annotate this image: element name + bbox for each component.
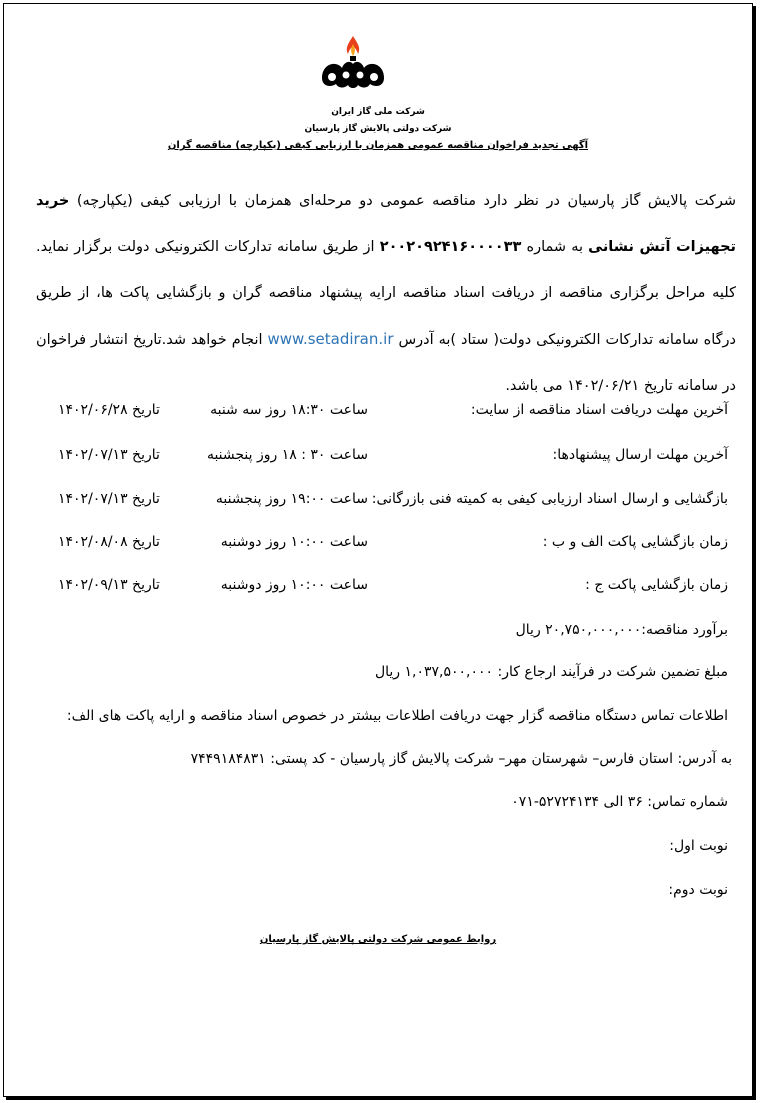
schedule-row xyxy=(34,491,728,515)
schedule-row xyxy=(34,447,728,471)
schedule-time: ساعت ۱۰:۰۰ روز دوشنبه xyxy=(220,577,368,593)
schedule-label: آخرین مهلت دریافت اسناد مناقصه از سایت: xyxy=(470,402,728,418)
tender-subject: خرید تجهیزات آتش نشانی xyxy=(36,193,736,255)
subsidiary-name: شرکت دولتی پالایش گاز پارسیان xyxy=(304,124,452,134)
address: به آدرس: استان فارس– شهرستان مهر– شرکت پالایش گاز پارسیان - کد پستی: ۷۴۴۹۱۸۴۸۳۱ xyxy=(190,751,732,767)
intro-text-2: به شماره xyxy=(521,239,589,255)
intro-paragraph xyxy=(36,178,736,409)
website-link[interactable]: www.setadiran.ir xyxy=(267,330,394,348)
schedule-row xyxy=(34,534,728,558)
schedule-date: تاریخ ۱۴۰۲/۰۷/۱۳ xyxy=(58,491,160,507)
schedule-time: ساعت ۳۰ : ۱۸ روز پنجشنبه xyxy=(206,447,368,463)
document-frame xyxy=(3,3,753,1097)
tender-estimate: برآورد مناقصه:۲۰,۷۵۰,۰۰۰,۰۰۰ ریال xyxy=(515,622,728,638)
first-round: نوبت اول: xyxy=(669,838,728,854)
schedule-date: تاریخ ۱۴۰۲/۰۶/۲۸ xyxy=(58,402,160,418)
tender-number: ۲۰۰۲۰۹۲۴۱۶۰۰۰۰۳۳ xyxy=(379,239,522,255)
company-name: شرکت ملی گاز ایران xyxy=(331,107,425,117)
nigc-logo-icon xyxy=(318,34,388,90)
schedule-date: تاریخ ۱۴۰۲/۰۷/۱۳ xyxy=(58,447,160,463)
schedule-date: تاریخ ۱۴۰۲/۰۹/۱۳ xyxy=(58,577,160,593)
schedule-date: تاریخ ۱۴۰۲/۰۸/۰۸ xyxy=(58,534,160,550)
schedule-row xyxy=(34,577,728,601)
intro-text-1: شرکت پالایش گاز پارسیان در نظر دارد مناقصه عمومی دو مرحله‌ای همزمان با ارزیابی کیفی (یکپارچه) xyxy=(69,193,736,209)
schedule-label: زمان بازگشایی پاکت ج : xyxy=(585,577,728,593)
guarantee-amount: مبلغ تضمین شرکت در فرآیند ارجاع کار: ۱,۰۳۷,۵۰۰,۰۰۰ ریال xyxy=(374,664,728,680)
schedule-time: ساعت ۱۸:۳۰ روز سه شنبه xyxy=(210,402,368,418)
announcement-title: آگهی تجدید فراخوان مناقصه عمومی همزمان با ارزیابی کیفی (یکپارچه) مناقصه گران xyxy=(167,140,589,151)
intro-text-4: انجام خواهد شد.تاریخ انتشار فراخوان در سامانه تاریخ ۱۴۰۲/۰۶/۲۱ می باشد. xyxy=(36,332,736,394)
schedule-label: آخرین مهلت ارسال پیشنهادها: xyxy=(552,447,728,463)
contact-intro: اطلاعات تماس دستگاه مناقصه گزار جهت دریافت اطلاعات بیشتر در خصوص اسناد مناقصه و ارایه پاکت های الف: xyxy=(66,708,728,724)
schedule-label: بازگشایی و ارسال اسناد ارزیابی کیفی به کمیته فنی بازرگانی: xyxy=(371,491,728,507)
schedule-time: ساعت ۱۰:۰۰ روز دوشنبه xyxy=(220,534,368,550)
phone-number: شماره تماس: ۳۶ الی ۵۲۷۲۴۱۳۴-۰۷۱ xyxy=(511,794,728,810)
schedule-label: زمان بازگشایی پاکت الف و ب : xyxy=(542,534,728,550)
public-relations-signature: روابط عمومی شرکت دولتی پالایش گاز پارسیان xyxy=(259,934,497,945)
second-round: نوبت دوم: xyxy=(668,882,728,898)
schedule-time: ساعت ۱۹:۰۰ روز پنجشنبه xyxy=(215,491,368,507)
intro-text-3: از طریق سامانه تدارکات الکترونیکی دولت برگزار نماید. کلیه مراحل برگزاری مناقصه از دریافت اسناد مناقصه ارایه پیشنهاد مناقصه گران و بازگشایی پاکت ها، از طریق درگاه سامانه تدارکات الکترونیکی دولت( ستاد )به آدرس xyxy=(36,239,736,348)
schedule-row xyxy=(34,402,728,426)
